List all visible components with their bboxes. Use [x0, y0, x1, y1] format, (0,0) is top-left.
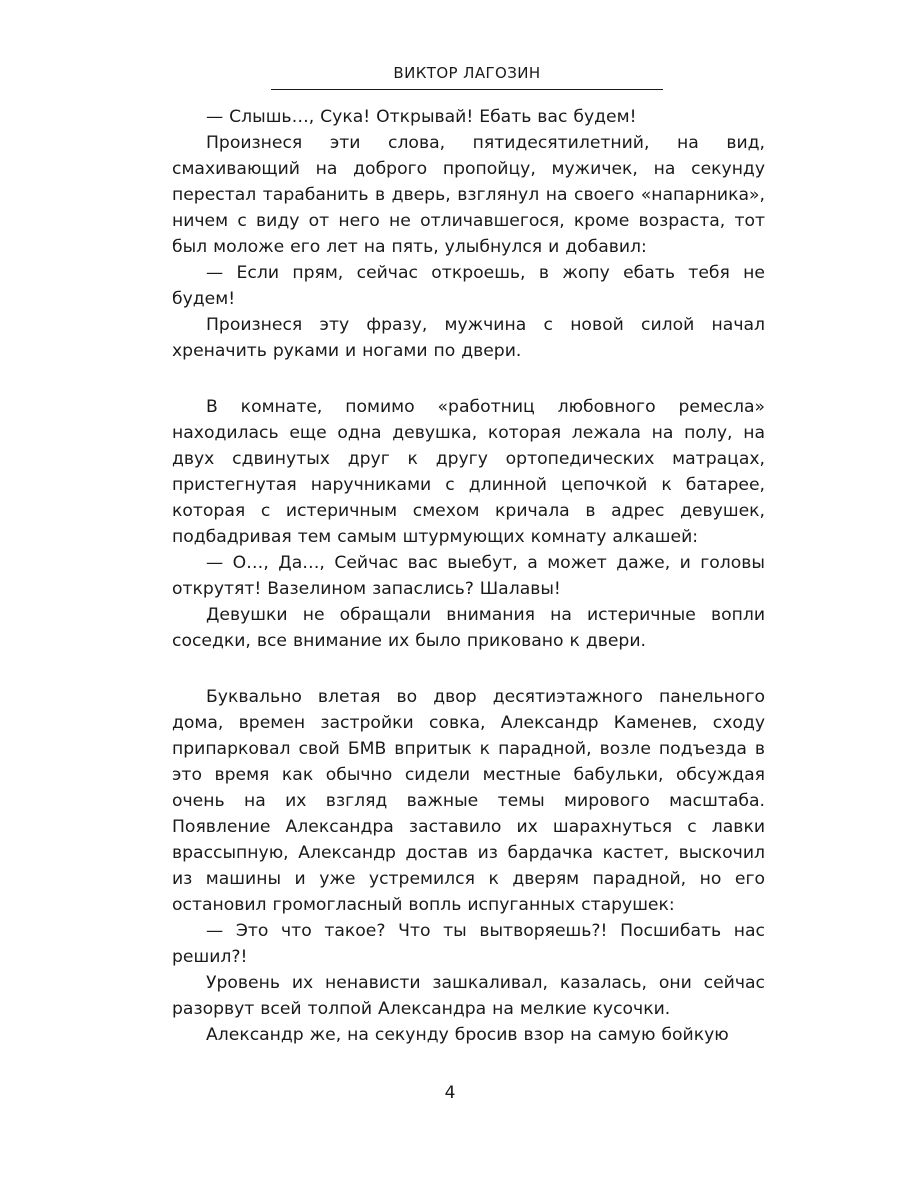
paragraph: Александр же, на секунду бросив взор на самую бойкую	[206, 1025, 729, 1045]
running-header-author: ВИКТОР ЛАГОЗИН	[393, 64, 541, 82]
body-text	[172, 104, 765, 1048]
section-break	[172, 654, 765, 684]
paragraph: Буквально влетая во двор десятиэтажного панельного дома, времен застройки совка, Александр Каменев, сходу припарковал свой БМВ впритык к парадной, возле подъезда в это время как обычно сидели местные бабульки, обсуждая очень на их взгляд важные темы мирового масштаба. Появление Александра заставило их шарахнуться с лавки врассыпную, Александр достав из бардачка кастет, выскочил из машины и уже устремился к дверям парадной, но его остановил громогласный вопль испуганных старушек:	[172, 687, 765, 915]
paragraph: Произнеся эти слова, пятидесятилетний, на вид, смахивающий на доброго пропойцу, мужичек, на секунду перестал тарабанить в дверь, взглянул на своего «напарника», ничем с виду от него не отличавшегося, кроме возраста, тот был моложе его лет на пять, улыбнулся и добавил:	[172, 133, 765, 257]
paragraph: — Если прям, сейчас откроешь, в жопу ебать тебя не будем!	[172, 263, 765, 309]
paragraph: Уровень их ненависти зашкаливал, казалась, они сейчас разорвут всей толпой Александра на мелкие кусочки.	[172, 973, 765, 1019]
paragraph: В комнате, помимо «работниц любовного ремесла» находилась еще одна девушка, которая лежала на полу, на двух сдвинутых друг к другу ортопедических матрацах, пристегнутая наручниками с длинной цепочкой к батарее, которая с истеричным смехом кричала в адрес девушек, подбадривая тем самым штурмующих комнату алкашей:	[172, 397, 765, 547]
paragraph: Девушки не обращали внимания на истеричные вопли соседки, все внимание их было приковано к двери.	[172, 605, 765, 651]
section-break	[172, 364, 765, 394]
paragraph: — Слышь…, Сука! Открывай! Ебать вас будем!	[206, 107, 637, 127]
paragraph: — Это что такое? Что ты вытворяешь?! Посшибать нас решил?!	[172, 921, 765, 967]
paragraph: — О…, Да…, Сейчас вас выебут, а может даже, и головы открутят! Вазелином запаслись? Шалавы!	[172, 553, 765, 599]
header-rule	[271, 89, 663, 90]
page-number: 4	[444, 1083, 456, 1103]
paragraph: Произнеся эту фразу, мужчина с новой силой начал хреначить руками и ногами по двери.	[172, 315, 765, 361]
